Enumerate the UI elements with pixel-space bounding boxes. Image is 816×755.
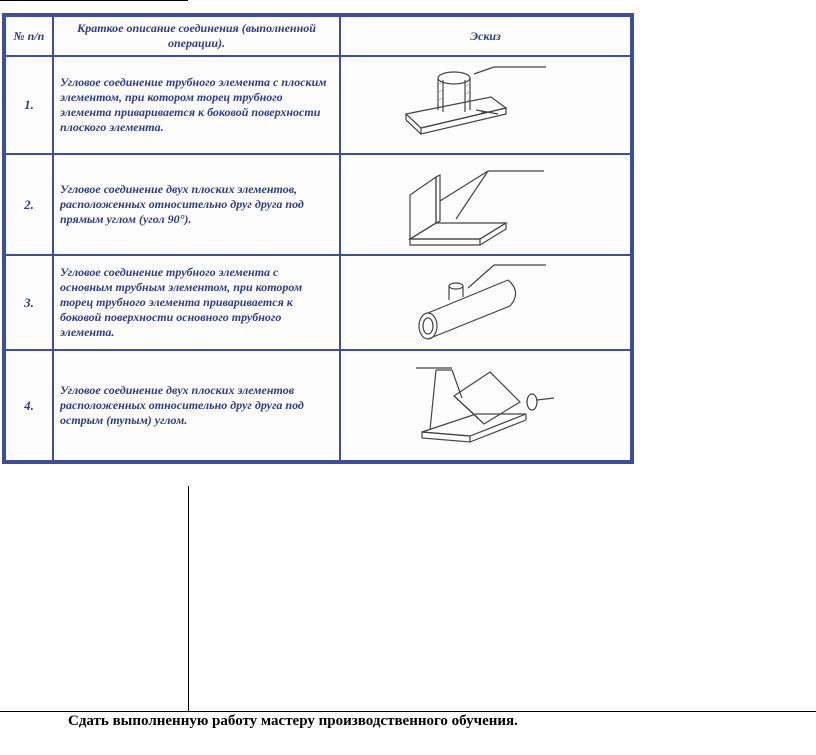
row-number: 1. [6, 57, 54, 155]
form-divider-horizontal [0, 711, 816, 712]
row-description: Угловое соединение трубного элемента с основным трубным элементом, при котором торец трубного элемента приваривается к боковой поверхности основного трубного элемента. [54, 256, 341, 351]
row-number: 3. [6, 256, 54, 351]
plate-acute-angle-sketch-icon [341, 351, 630, 460]
row-description: Угловое соединение трубного элемента с плоским элементом, при котором торец трубного элемента приваривается к боковой поверхности плоского элемента. [54, 57, 341, 155]
header-number: № п/п [6, 17, 54, 57]
row-description: Угловое соединение двух плоских элементов, расположенных относительно друг друга под прямым углом (угол 90°). [54, 155, 341, 256]
form-divider-vertical [188, 486, 189, 712]
top-rule [0, 0, 188, 1]
plate-right-angle-sketch-icon [341, 155, 630, 256]
header-description: Краткое описание соединения (выполненной операции). [54, 17, 341, 57]
row-number: 4. [6, 351, 54, 460]
row-description: Угловое соединение двух плоских элементов расположенных относительно друг друга под острым (тупым) углом. [54, 351, 341, 460]
row-number: 2. [6, 155, 54, 256]
pipe-to-pipe-sketch-icon [341, 256, 630, 351]
header-sketch: Эскиз [341, 17, 630, 57]
pipe-to-plate-sketch-icon [341, 57, 630, 155]
weld-joints-table [2, 13, 634, 464]
footer-instruction: Сдать выполненную работу мастеру производственного обучения. [68, 713, 518, 729]
